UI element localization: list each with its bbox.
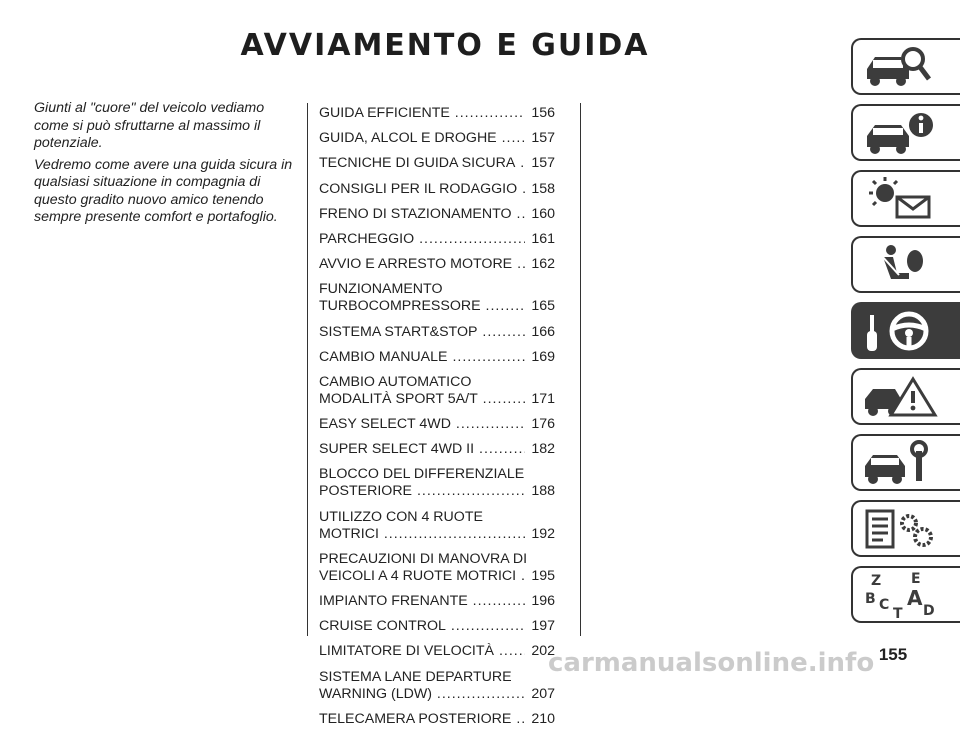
index-letter: B: [865, 591, 876, 607]
seat-airbag-icon: [861, 241, 941, 289]
toc-row: [319, 298, 555, 315]
tab-car-info[interactable]: [851, 104, 960, 161]
toc-entry[interactable]: [319, 155, 555, 172]
toc-entry[interactable]: [319, 551, 555, 585]
car-warning-triangle-icon: [861, 373, 941, 421]
toc-entry[interactable]: [319, 349, 555, 366]
chapter-intro: [34, 100, 296, 231]
intro-paragraph: Vedremo come avere una guida sicura in qualsiasi situazione in compagnia di questo gradito nuovo amico tenendo sempre presente comfort e portafoglio.: [34, 156, 293, 225]
toc-entry[interactable]: [319, 105, 555, 122]
toc-row: [319, 349, 555, 366]
toc-page-number: 156: [531, 105, 555, 121]
toc-entry[interactable]: [319, 130, 555, 147]
toc-page-number: 207: [531, 685, 555, 702]
toc-label: CONSIGLI PER IL RODAGGIO .....: [319, 181, 525, 198]
toc-label-line: FUNZIONAMENTO: [319, 281, 443, 298]
toc-row: [319, 105, 555, 122]
toc-row: [319, 711, 555, 728]
toc-label: SUPER SELECT 4WD II .....: [319, 441, 525, 458]
index-letter: A: [907, 586, 923, 610]
toc-page-number: 195: [531, 567, 555, 584]
toc-entry[interactable]: [319, 466, 555, 500]
tab-starting-driving[interactable]: [851, 302, 960, 359]
toc-page-number: 162: [531, 256, 555, 273]
toc-page-number: 188: [531, 483, 555, 500]
toc-entry[interactable]: [319, 593, 555, 610]
toc-label: WARNING (LDW) .....: [319, 686, 525, 703]
toc-page-number: 176: [531, 416, 555, 433]
key-steering-wheel-icon: [861, 307, 941, 355]
toc-label: TELECAMERA POSTERIORE .....: [319, 711, 525, 728]
toc-row: [319, 155, 555, 172]
toc-page-number: 169: [531, 348, 555, 365]
toc-row: [319, 686, 555, 703]
toc-page-number: 166: [531, 323, 555, 340]
toc-row: [319, 324, 555, 341]
toc-label: PARCHEGGIO .....: [319, 231, 525, 248]
toc-page-number: 210: [531, 710, 555, 727]
toc-page-number: 171: [531, 390, 555, 407]
toc-entry[interactable]: [319, 618, 555, 635]
toc-label: GUIDA, ALCOL E DROGHE .....: [319, 130, 525, 147]
toc-page-number: 158: [531, 180, 555, 197]
column-divider-right: [580, 103, 581, 636]
toc-label: EASY SELECT 4WD .....: [319, 416, 525, 433]
toc-label: CAMBIO MANUALE .....: [319, 349, 525, 366]
toc-entry[interactable]: [319, 711, 555, 728]
toc-label-line: UTILIZZO CON 4 RUOTE: [319, 508, 483, 525]
toc-entry[interactable]: [319, 231, 555, 248]
toc-row: [319, 181, 555, 198]
toc-row: [319, 256, 555, 273]
toc-entry[interactable]: [319, 416, 555, 433]
tab-index[interactable]: [851, 566, 960, 623]
index-letter: E: [911, 571, 921, 587]
toc-entry[interactable]: [319, 643, 555, 660]
toc-label: VEICOLI A 4 RUOTE MOTRICI .....: [319, 568, 525, 585]
toc-page-number: 197: [531, 618, 555, 635]
index-letter: C: [879, 597, 890, 613]
toc-label: GUIDA EFFICIENTE .....: [319, 105, 525, 122]
toc-label: MOTRICI .....: [319, 526, 525, 543]
toc-row: [319, 416, 555, 433]
alphabet-index-icon: [861, 571, 941, 619]
toc-row: [319, 231, 555, 248]
toc-entry[interactable]: [319, 256, 555, 273]
toc-label-line: BLOCCO DEL DIFFERENZIALE: [319, 466, 525, 483]
car-search-icon: [861, 43, 941, 91]
toc-entry[interactable]: [319, 281, 555, 315]
intro-paragraph: Giunti al "cuore" del veicolo vediamo come si può sfruttarne al massimo il potenziale.: [34, 100, 265, 151]
index-letter: T: [893, 606, 903, 619]
tab-warning-lights[interactable]: [851, 170, 960, 227]
toc-label-line: CAMBIO AUTOMATICO: [319, 373, 472, 390]
toc-page-number: 192: [531, 525, 555, 542]
toc-entry[interactable]: [319, 509, 555, 543]
toc-label: AVVIO E ARRESTO MOTORE .....: [319, 256, 525, 273]
toc-label: TECNICHE DI GUIDA SICURA .....: [319, 155, 525, 172]
toc-page-number: 157: [531, 155, 555, 172]
tab-car-search[interactable]: [851, 38, 960, 95]
tab-technical-data[interactable]: [851, 500, 960, 557]
page-number: 155: [878, 645, 908, 664]
toc-label: LIMITATORE DI VELOCITÀ .....: [319, 643, 525, 660]
toc-label: MODALITÀ SPORT 5A/T .....: [319, 391, 525, 408]
toc-label: SISTEMA START&STOP .....: [319, 324, 525, 341]
index-letter: Z: [871, 573, 882, 589]
toc-row: [319, 593, 555, 610]
toc-entry[interactable]: [319, 669, 555, 703]
toc-row: [319, 643, 555, 660]
table-of-contents: [319, 105, 555, 736]
toc-row: [319, 483, 555, 500]
toc-page-number: 202: [531, 643, 555, 660]
car-wrench-icon: [861, 439, 941, 487]
toc-entry[interactable]: [319, 374, 555, 408]
toc-entry[interactable]: [319, 206, 555, 223]
toc-label: FRENO DI STAZIONAMENTO .....: [319, 206, 525, 223]
toc-page-number: 161: [531, 230, 555, 247]
toc-row: [319, 391, 555, 408]
toc-row: [319, 441, 555, 458]
toc-row: [319, 618, 555, 635]
toc-row: [319, 206, 555, 223]
chapter-tabs: [851, 38, 960, 632]
column-divider-left: [307, 103, 308, 636]
toc-entry[interactable]: [319, 441, 555, 458]
specs-gears-icon: [861, 505, 941, 553]
toc-page-number: 165: [531, 298, 555, 315]
warning-light-envelope-icon: [861, 175, 941, 223]
toc-entry[interactable]: [319, 324, 555, 341]
toc-page-number: 182: [531, 441, 555, 458]
watermark: carmanualsonline.info: [548, 648, 875, 678]
toc-label: POSTERIORE .....: [319, 483, 525, 500]
car-info-icon: [861, 109, 941, 157]
toc-label: IMPIANTO FRENANTE .....: [319, 593, 525, 610]
index-letter: D: [923, 603, 935, 619]
chapter-title: AVVIAMENTO E GUIDA: [240, 28, 650, 63]
toc-row: [319, 568, 555, 585]
toc-label-line: SISTEMA LANE DEPARTURE: [319, 668, 512, 685]
toc-page-number: 160: [531, 205, 555, 222]
toc-label-line: PRECAUZIONI DI MANOVRA DI: [319, 550, 528, 567]
toc-page-number: 196: [531, 593, 555, 609]
toc-row: [319, 526, 555, 543]
tab-maintenance[interactable]: [851, 434, 960, 491]
toc-row: [319, 130, 555, 147]
tab-emergency[interactable]: [851, 368, 960, 425]
tab-safety[interactable]: [851, 236, 960, 293]
toc-entry[interactable]: [319, 181, 555, 198]
toc-page-number: 157: [531, 130, 555, 147]
toc-label: TURBOCOMPRESSORE .....: [319, 298, 525, 315]
toc-label: CRUISE CONTROL .....: [319, 618, 525, 635]
